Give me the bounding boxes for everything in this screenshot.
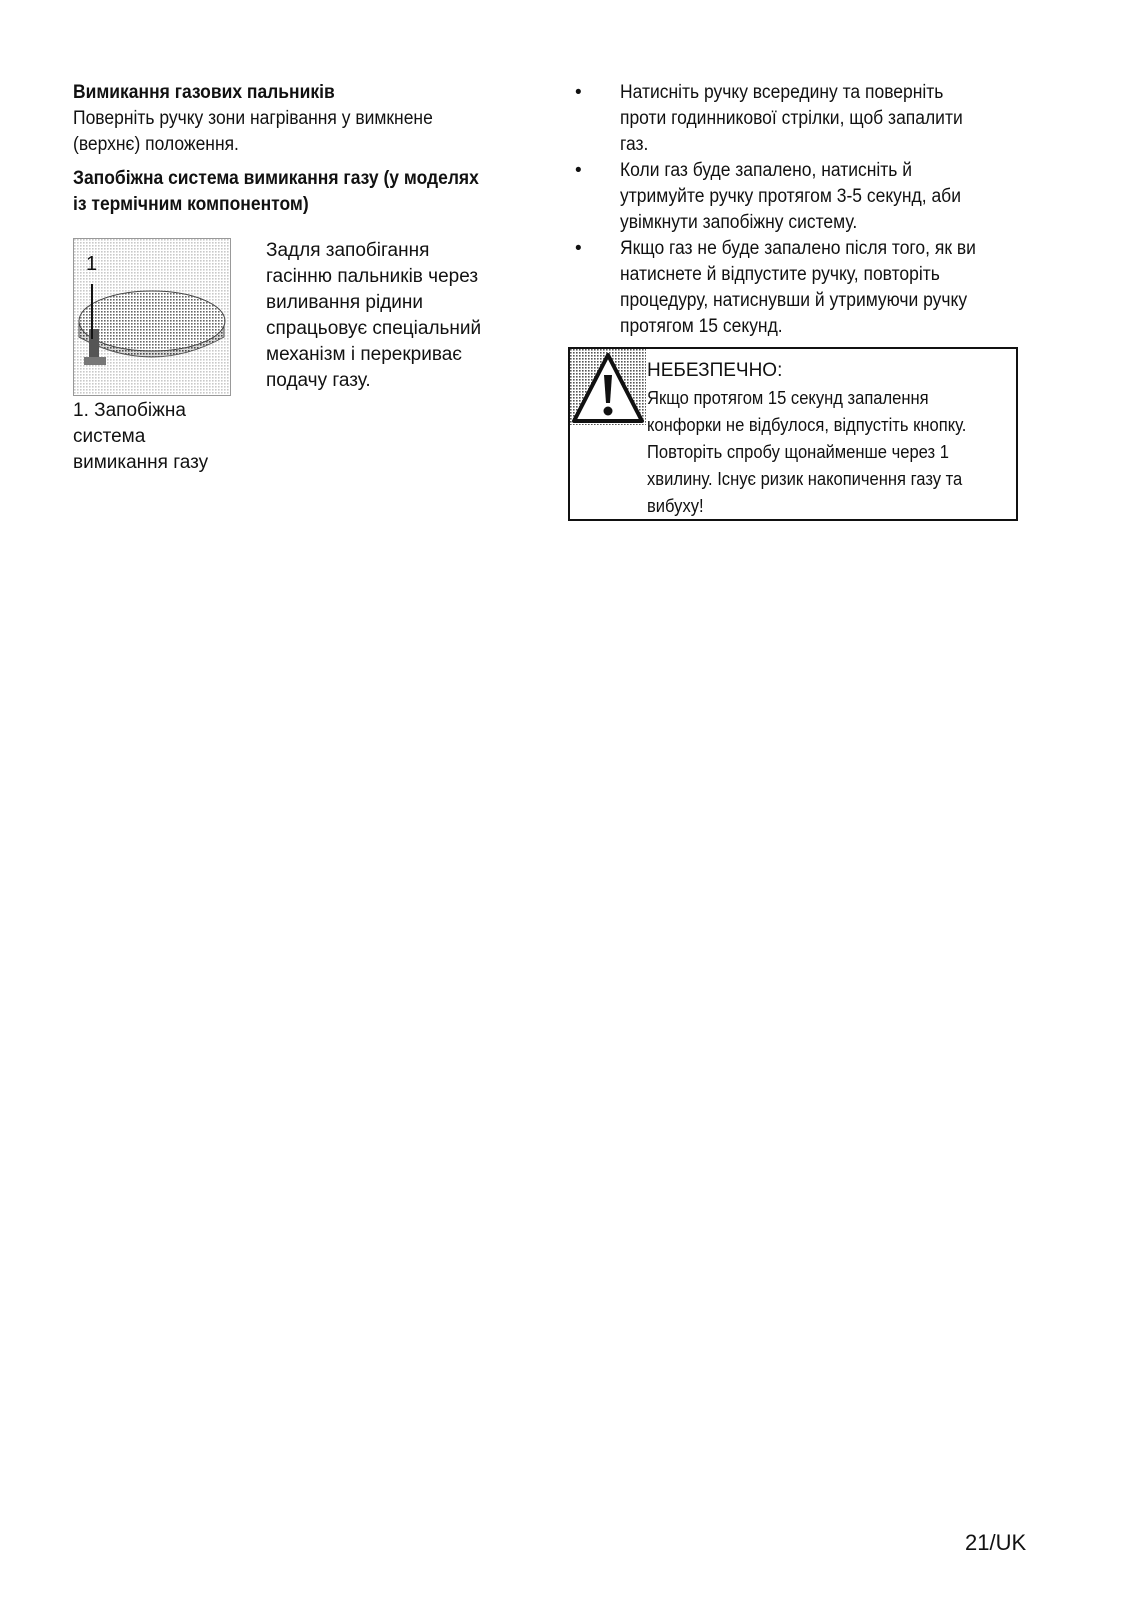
figure-text-line-2: гасінню пальників через <box>266 266 479 287</box>
warning-line-3: Повторіть спробу щонайменше через 1 <box>647 442 949 462</box>
bullet-icon: • <box>575 160 582 181</box>
bullet-3-line-1: Якщо газ не буде запалено після того, як ви <box>620 238 976 259</box>
section-heading-gas-off: Вимикання газових пальників <box>73 82 335 103</box>
list-item <box>575 236 1040 340</box>
ignition-steps-list <box>575 80 1040 340</box>
figure-description <box>266 238 536 394</box>
burner-icon <box>74 239 230 395</box>
caption-line-3: вимикання газу <box>73 452 209 473</box>
figure-text-line-4: спрацьовує спеціальний <box>266 318 482 339</box>
bullet-3-line-3: процедуру, натиснувши й утримуючи ручку <box>620 290 968 311</box>
list-item <box>575 158 1040 236</box>
safety-heading-line-1: Запобіжна система вимикання газу (у моделях <box>73 168 479 189</box>
danger-warning-box <box>568 347 1018 521</box>
bullet-1-line-2: проти годинникової стрілки, щоб запалити <box>620 108 963 129</box>
bullet-2-line-2: утримуйте ручку протягом 3-5 секунд, аби <box>620 186 961 207</box>
gas-off-line-1: Поверніть ручку зони нагрівання у вимкнене <box>73 108 433 129</box>
warning-line-4: хвилину. Існує ризик накопичення газу та <box>647 469 963 489</box>
left-column <box>73 80 543 498</box>
warning-text <box>647 385 1007 520</box>
bullet-2-line-1: Коли газ буде запалено, натисніть й <box>620 160 912 181</box>
gas-off-line-2: (верхнє) положення. <box>73 134 239 155</box>
figure-caption <box>73 398 243 476</box>
bullet-1-line-3: газ. <box>620 134 649 155</box>
bullet-2-line-3: увімкнути запобіжну систему. <box>620 212 858 233</box>
figure-text-line-1: Задля запобігання <box>266 240 430 261</box>
warning-line-2: конфорки не відбулося, відпустіть кнопку. <box>647 415 967 435</box>
bullet-3-line-2: натиснете й відпустите ручку, повторіть <box>620 264 940 285</box>
bullet-icon: • <box>575 82 582 103</box>
warning-triangle-icon <box>570 349 646 425</box>
figure-callout-number: 1 <box>86 253 98 275</box>
warning-title: НЕБЕЗПЕЧНО: <box>647 360 783 381</box>
section-heading-safety-system <box>73 166 543 218</box>
warning-line-1: Якщо протягом 15 секунд запалення <box>647 388 929 408</box>
bullet-1-line-1: Натисніть ручку всередину та поверніть <box>620 82 944 103</box>
caption-line-1: 1. Запобіжна <box>73 400 186 421</box>
figure-text-line-5: механізм і перекриває <box>266 344 462 365</box>
figure-text-line-6: подачу газу. <box>266 370 371 391</box>
gas-off-paragraph <box>73 106 543 158</box>
list-item <box>575 80 1040 158</box>
safety-heading-line-2: із термічним компонентом) <box>73 194 309 215</box>
figure-text-line-3: виливання рідини <box>266 292 424 313</box>
safety-figure-row <box>73 238 543 498</box>
caption-line-2: система <box>73 426 146 447</box>
bullet-3-line-4: протягом 15 секунд. <box>620 316 783 337</box>
warning-line-5: вибуху! <box>647 496 704 516</box>
right-column <box>575 80 1040 340</box>
burner-illustration <box>73 238 231 396</box>
page-number: 21/UK <box>965 1530 1027 1555</box>
bullet-icon: • <box>575 238 582 259</box>
